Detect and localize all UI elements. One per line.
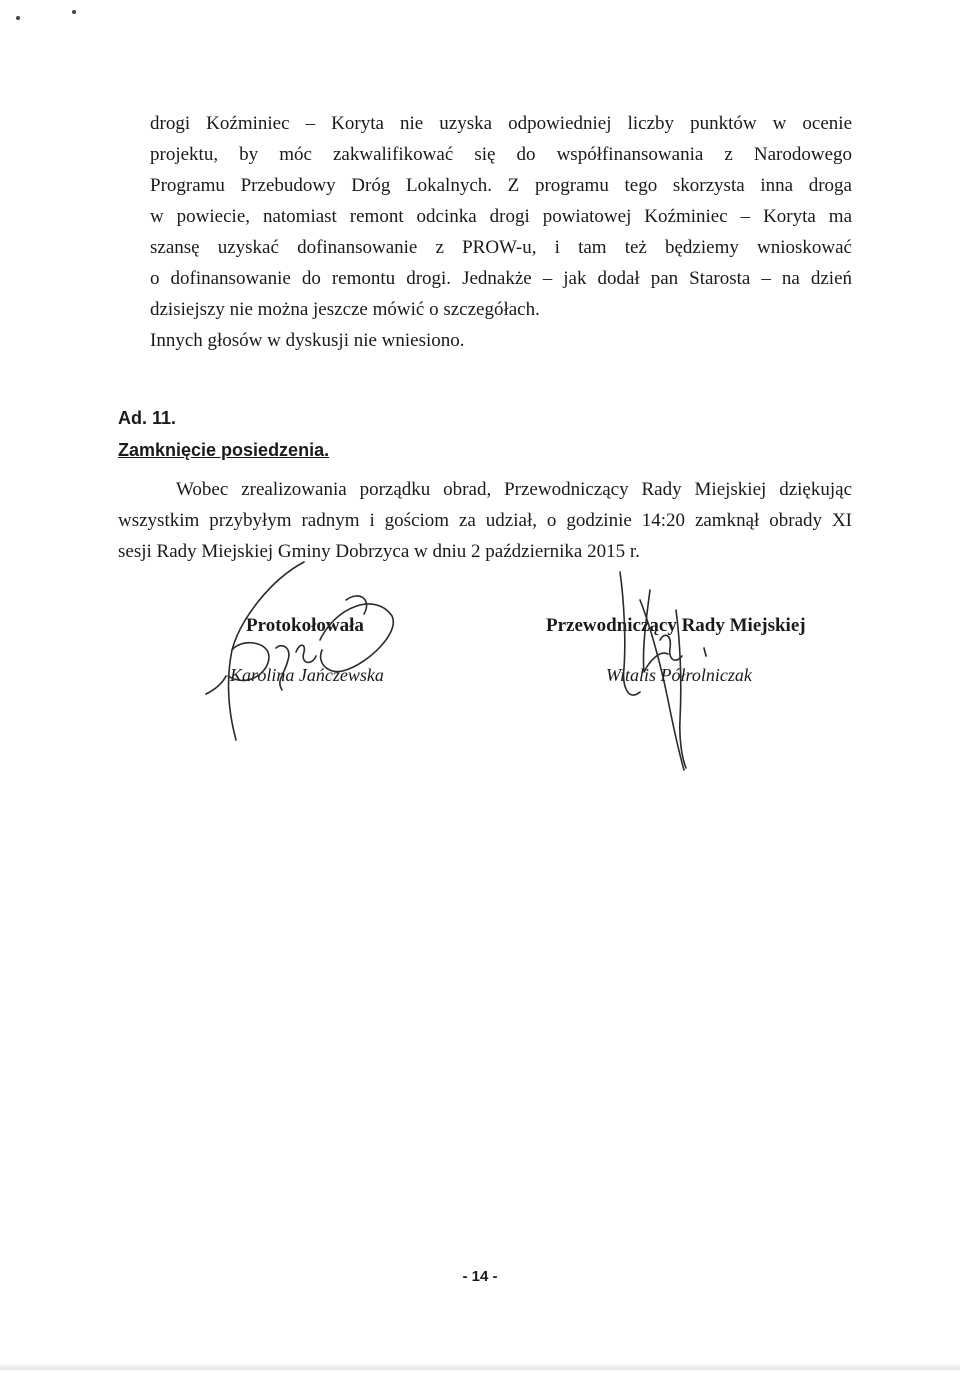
text-line: Programu Przebudowy Dróg Lokalnych. Z programu tego skorzysta inna droga: [150, 175, 852, 196]
paragraph-discussion: [150, 108, 852, 356]
text-line: sesji Rady Miejskiej Gminy Dobrzyca w dniu 2 października 2015 r.: [118, 541, 640, 562]
text-line: szansę uzyskać dofinansowanie z PROW-u, i tam też będziemy wnioskować: [150, 237, 852, 258]
paragraph-closing: [118, 474, 852, 567]
scan-edge: [0, 1362, 960, 1370]
left-signature-stroke: [206, 676, 226, 694]
text-line: w powiecie, natomiast remont odcinka drogi powiatowej Koźminiec – Koryta ma: [150, 206, 852, 227]
page-number: - 14 -: [462, 1268, 498, 1285]
text-line: wszystkim przybyłym radnym i gościom za udział, o godzinie 14:20 zamknął obrady XI: [118, 510, 852, 531]
scan-speck: [72, 10, 76, 14]
left-signature-stroke: [346, 596, 367, 614]
text-line: dzisiejszy nie można jeszcze mówić o szczegółach.: [150, 299, 540, 320]
right-signature-stroke: [704, 648, 706, 656]
text-line: Innych głosów w dyskusji nie wniesiono.: [150, 330, 465, 351]
section-title: Zamknięcie posiedzenia.: [118, 440, 330, 460]
chairman-name: Witalis Półrolniczak: [606, 665, 752, 685]
text-line: projektu, by móc zakwalifikować się do współfinansowania z Narodowego: [150, 144, 852, 165]
scan-speck: [16, 16, 20, 20]
chairman-role: Przewodniczący Rady Miejskiej: [546, 615, 806, 636]
recorder-role: Protokołowała: [246, 615, 364, 636]
recorder-name: Karolina Jańczewska: [230, 665, 384, 685]
section-number: Ad. 11.: [118, 408, 177, 428]
text-line: o dofinansowanie do remontu drogi. Jednakże – jak dodał pan Starosta – na dzień: [150, 268, 852, 289]
text-line: drogi Koźminiec – Koryta nie uzyska odpowiedniej liczby punktów w ocenie: [150, 113, 852, 134]
left-signature-stroke: [296, 645, 316, 662]
left-signature-stroke: [229, 562, 304, 740]
text-line: Wobec zrealizowania porządku obrad, Przewodniczący Rady Miejskiej dziękując: [176, 479, 852, 500]
right-signature-stroke: [660, 635, 682, 660]
